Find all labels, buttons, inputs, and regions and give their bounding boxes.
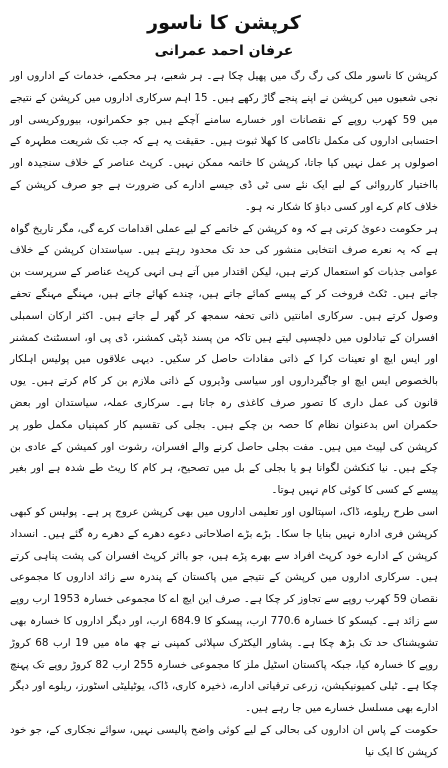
article-body xyxy=(10,66,438,764)
article-headline: کرپشن کا ناسور xyxy=(147,12,301,34)
article-paragraph: حکومت کے پاس ان اداروں کی بحالی کے لیے کوئی واضح پالیسی نہیں، سوائے نجکاری کے، جو خود کرپشن کا ایک نیا xyxy=(10,723,438,758)
article-paragraph: اسی طرح ریلوے، ڈاک، اسپتالوں اور تعلیمی اداروں میں بھی کرپشن عروج پر ہے۔ پولیس کو کبھی کرپشن فری ادارہ نہیں بنایا جا سکا۔ بڑے بڑے اصلاحاتی دعوے دھرے کے دھرے رہ گئے ہیں۔ انسداد کرپشن کے ادارے خود کرپٹ افراد سے بھرے پڑے ہیں، جو بااثر کرپٹ افسران کی پشت پناہی کرتے ہیں۔ سرکاری اداروں میں کرپشن کے نتیجے میں پاکستان کے پندرہ سے زائد اداروں کا مجموعی نقصان 59 کھرب روپے سے تجاوز کر چکا ہے۔ صرف این ایچ اے کا مجموعی خسارہ 1953 ارب روپے سے زائد ہے۔ کیسکو کا خسارہ 770.6 ارب، پیسکو کا 684.9 ارب، اور دیگر اداروں کا خسارہ بھی تشویشناک حد تک بڑھ چکا ہے۔ پشاور الیکٹرک سپلائی کمپنی نے چھ ماہ میں 19 ارب 68 کروڑ روپے کا خسارہ کیا، جبکہ پاکستان اسٹیل ملز کا مجموعی خسارہ 255 ارب 82 کروڑ روپے تک پہنچ چکا ہے۔ ٹیلی کمیونیکیشن، زرعی ترقیاتی ادارے، ذخیرہ کاری، ڈاک، یوٹیلیٹی اسٹورز، ریلوے اور دیگر ادارے بھی مسلسل خسارے میں جا رہے ہیں۔ xyxy=(10,505,438,715)
article-author: عرفان احمد عمرانی xyxy=(154,43,294,59)
article-paragraph: ہر حکومت دعویٰ کرتی ہے کہ وہ کرپشن کے خاتمے کے لیے عملی اقدامات کرے گی، مگر تاریخ گواہ ہے کہ یہ نعرے صرف انتخابی منشور کی حد تک محدود رہتے ہیں۔ سیاستدان کرپشن کے خلاف عوامی جذبات کو استعمال کرتے ہیں، لیکن اقتدار میں آتے ہی انہی کرپٹ عناصر کے سرپرست بن جاتے ہیں۔ ٹکٹ فروخت کر کے پیسے کمائے جاتے ہیں، چندے کھائے جاتے ہیں، مہنگے مہنگے تحفے وصول کرتے ہیں۔ سرکاری امانتیں ذاتی تحفہ سمجھ کر گھر لے جاتے ہیں۔ اکثر ارکان اسمبلی افسران کے تبادلوں میں دلچسپی لیتے ہیں تاکہ من پسند ڈپٹی کمشنر، ڈی پی او، اسسٹنٹ کمشنر اور ایس ایچ او تعینات کرا کے ذاتی مفادات حاصل کر سکیں۔ دیہی علاقوں میں پولیس اہلکار بالخصوص ایس ایچ او جاگیرداروں اور سیاسی وڈیروں کے ذاتی ملازم بن کر کام کرتے ہیں۔ یوں قانون کی عمل داری کا تصور صرف کاغذی رہ جاتا ہے۔ سرکاری عملہ، سیاستدان اور بعض حکمران اس بدعنوان نظام کا حصہ بن چکے ہیں۔ بجلی کی تقسیم کار کمپنیاں مکمل طور پر کرپشن کی لپیٹ میں ہیں۔ مفت بجلی حاصل کرنے والے افسران، رشوت اور کمیشن کے عادی بن چکے ہیں۔ نیا کنکشن لگوانا ہو یا بجلی کے بل میں تصحیح، ہر کام کا ریٹ طے شدہ ہے اور بغیر پیسے کے کسی کا کوئی کام نہیں ہوتا۔ xyxy=(10,222,438,497)
article-paragraph: کرپشن کا ناسور ملک کی رگ رگ میں پھیل چکا ہے۔ ہر شعبے، ہر محکمے، خدمات کے اداروں اور نجی شعبوں میں کرپشن نے اپنے پنجے گاڑ رکھے ہیں۔ 15 اہم سرکاری اداروں میں کرپشن کے نتیجے میں 59 کھرب روپے کے نقصانات اور خسارے سامنے آچکے ہیں جو حکمرانوں، بیوروکریسی اور احتسابی اداروں کی مکمل ناکامی کا کھلا ثبوت ہیں۔ حقیقت یہ ہے کہ جب تک شریعت مطہرہ کے اصولوں پر عمل نہیں کیا جاتا، کرپشن کا خاتمہ ممکن نہیں۔ کرپٹ عناصر کے خلاف سنجیدہ اور بااختیار کارروائی کے لیے ایک نئے سی ٹی ڈی جیسے ادارے کی ضرورت ہے جو صرف کرپشن کے خلاف کام کرے اور کسی دباؤ کا شکار نہ ہو۔ xyxy=(10,70,438,213)
